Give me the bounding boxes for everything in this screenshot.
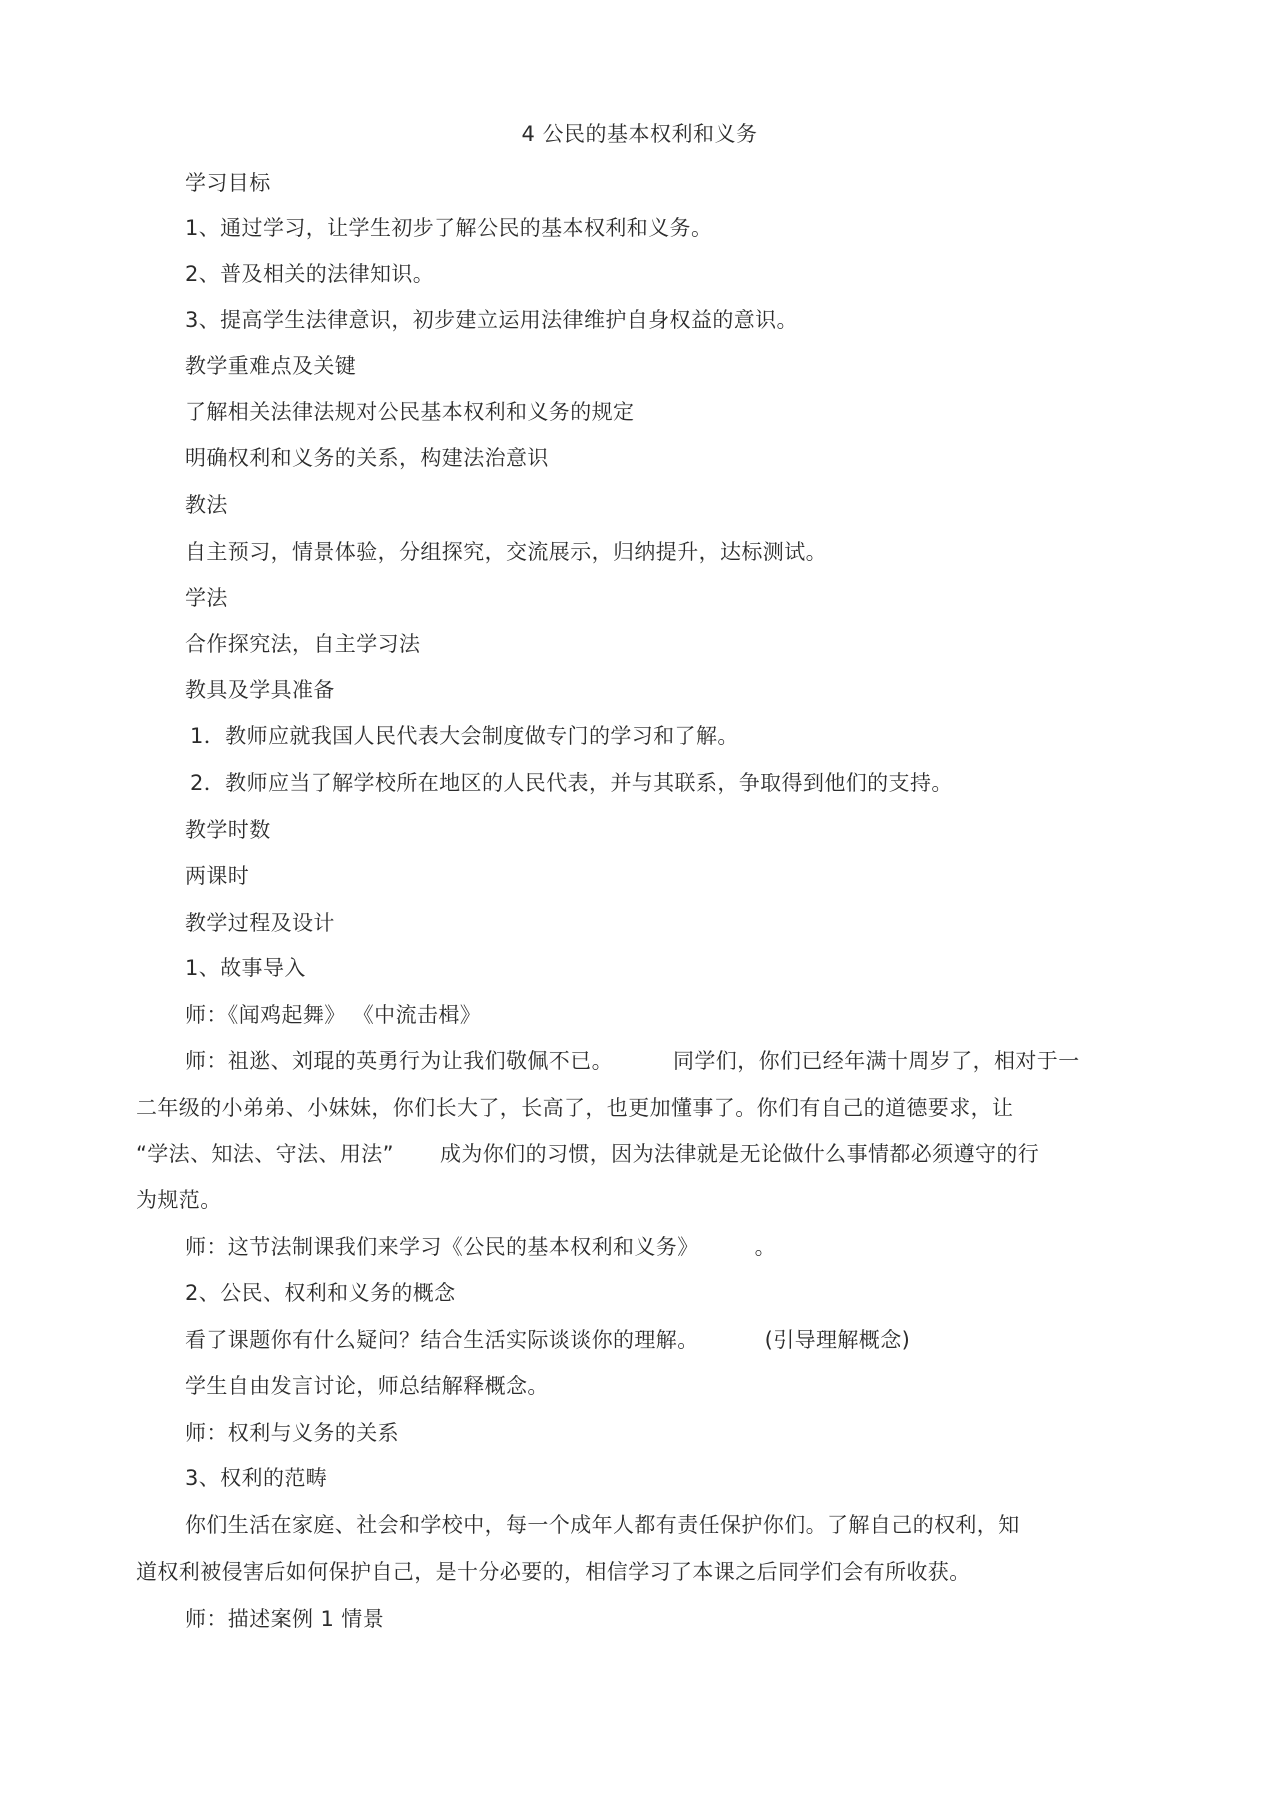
process-step-3: 3、权利的范畴 — [185, 1466, 328, 1490]
heading-materials: 教具及学具准备 — [185, 678, 335, 702]
story-titles: 师：《闻鸡起舞》 《中流击楫》 — [185, 1003, 482, 1027]
discussion-line: 学生自由发言讨论，师总结解释概念。 — [185, 1374, 549, 1398]
process-step-2: 2、公民、权利和义务的概念 — [185, 1281, 456, 1305]
heading-key-points: 教学重难点及关键 — [185, 354, 357, 378]
goal-item-2: 2、普及相关的法律知识。 — [185, 262, 435, 286]
learning-method-text: 合作探究法，自主学习法 — [185, 632, 421, 656]
intro-sentence-a: 师：祖逖、刘琨的英勇行为让我们敬佩不已。 — [185, 1049, 613, 1073]
class-hours-text: 两课时 — [185, 864, 250, 888]
lesson-intro-text: 师：这节法制课我们来学习《公民的基本权利和义务》 — [185, 1235, 699, 1259]
process-step-1: 1、故事导入 — [185, 956, 306, 980]
goal-item-1: 1、通过学习，让学生初步了解公民的基本权利和义务。 — [185, 216, 713, 240]
goal-item-3: 3、提高学生法律意识，初步建立运用法律维护自身权益的意识。 — [185, 308, 798, 332]
quoted-law-phrase: “学法、知法、守法、用法” — [136, 1142, 394, 1166]
document-title: 4 公民的基本权利和义务 — [521, 122, 758, 146]
question-line — [185, 1325, 910, 1355]
question-note: (引导理解概念) — [764, 1328, 911, 1352]
paragraph-intro-line-4: 为规范。 — [136, 1188, 222, 1212]
intro-sentence-b: 同学们，你们已经年满十周岁了，相对于一 — [673, 1049, 1080, 1073]
key-point-2: 明确权利和义务的关系，构建法治意识 — [185, 446, 549, 470]
paragraph-intro-line-3 — [136, 1139, 1039, 1169]
heading-teaching-method: 教法 — [185, 493, 228, 517]
heading-learning-goals: 学习目标 — [185, 171, 271, 195]
lesson-intro-period: 。 — [754, 1235, 777, 1259]
teaching-method-text: 自主预习，情景体验，分组探究，交流展示，归纳提升，达标测试。 — [185, 540, 827, 564]
habit-sentence: 成为你们的习惯，因为法律就是无论做什么事情都必须遵守的行 — [439, 1142, 1040, 1166]
heading-class-hours: 教学时数 — [185, 818, 271, 842]
question-text: 看了课题你有什么疑问？结合生活实际谈谈你的理解。 — [185, 1328, 699, 1352]
heading-learning-method: 学法 — [185, 586, 228, 610]
paragraph-intro-line-1 — [185, 1046, 1080, 1076]
key-point-1: 了解相关法律法规对公民基本权利和义务的规定 — [185, 400, 635, 424]
paragraph-intro-line-2: 二年级的小弟弟、小妹妹，你们长大了，长高了，也更加懂事了。你们有自己的道德要求，让 — [136, 1096, 1014, 1120]
lesson-intro-line — [185, 1232, 776, 1262]
heading-process: 教学过程及设计 — [185, 911, 335, 935]
rights-paragraph-line-1: 你们生活在家庭、社会和学校中，每一个成年人都有责任保护你们。了解自己的权利，知 — [185, 1513, 1020, 1537]
rights-paragraph-line-2: 道权利被侵害后如何保护自己，是十分必要的，相信学习了本课之后同学们会有所收获。 — [136, 1560, 971, 1584]
materials-item-2: 2．教师应当了解学校所在地区的人民代表，并与其联系，争取得到他们的支持。 — [190, 771, 953, 795]
relation-line: 师：权利与义务的关系 — [185, 1421, 399, 1445]
case-description-line: 师：描述案例 1 情景 — [185, 1607, 385, 1631]
materials-item-1: 1．教师应就我国人民代表大会制度做专门的学习和了解。 — [190, 724, 739, 748]
